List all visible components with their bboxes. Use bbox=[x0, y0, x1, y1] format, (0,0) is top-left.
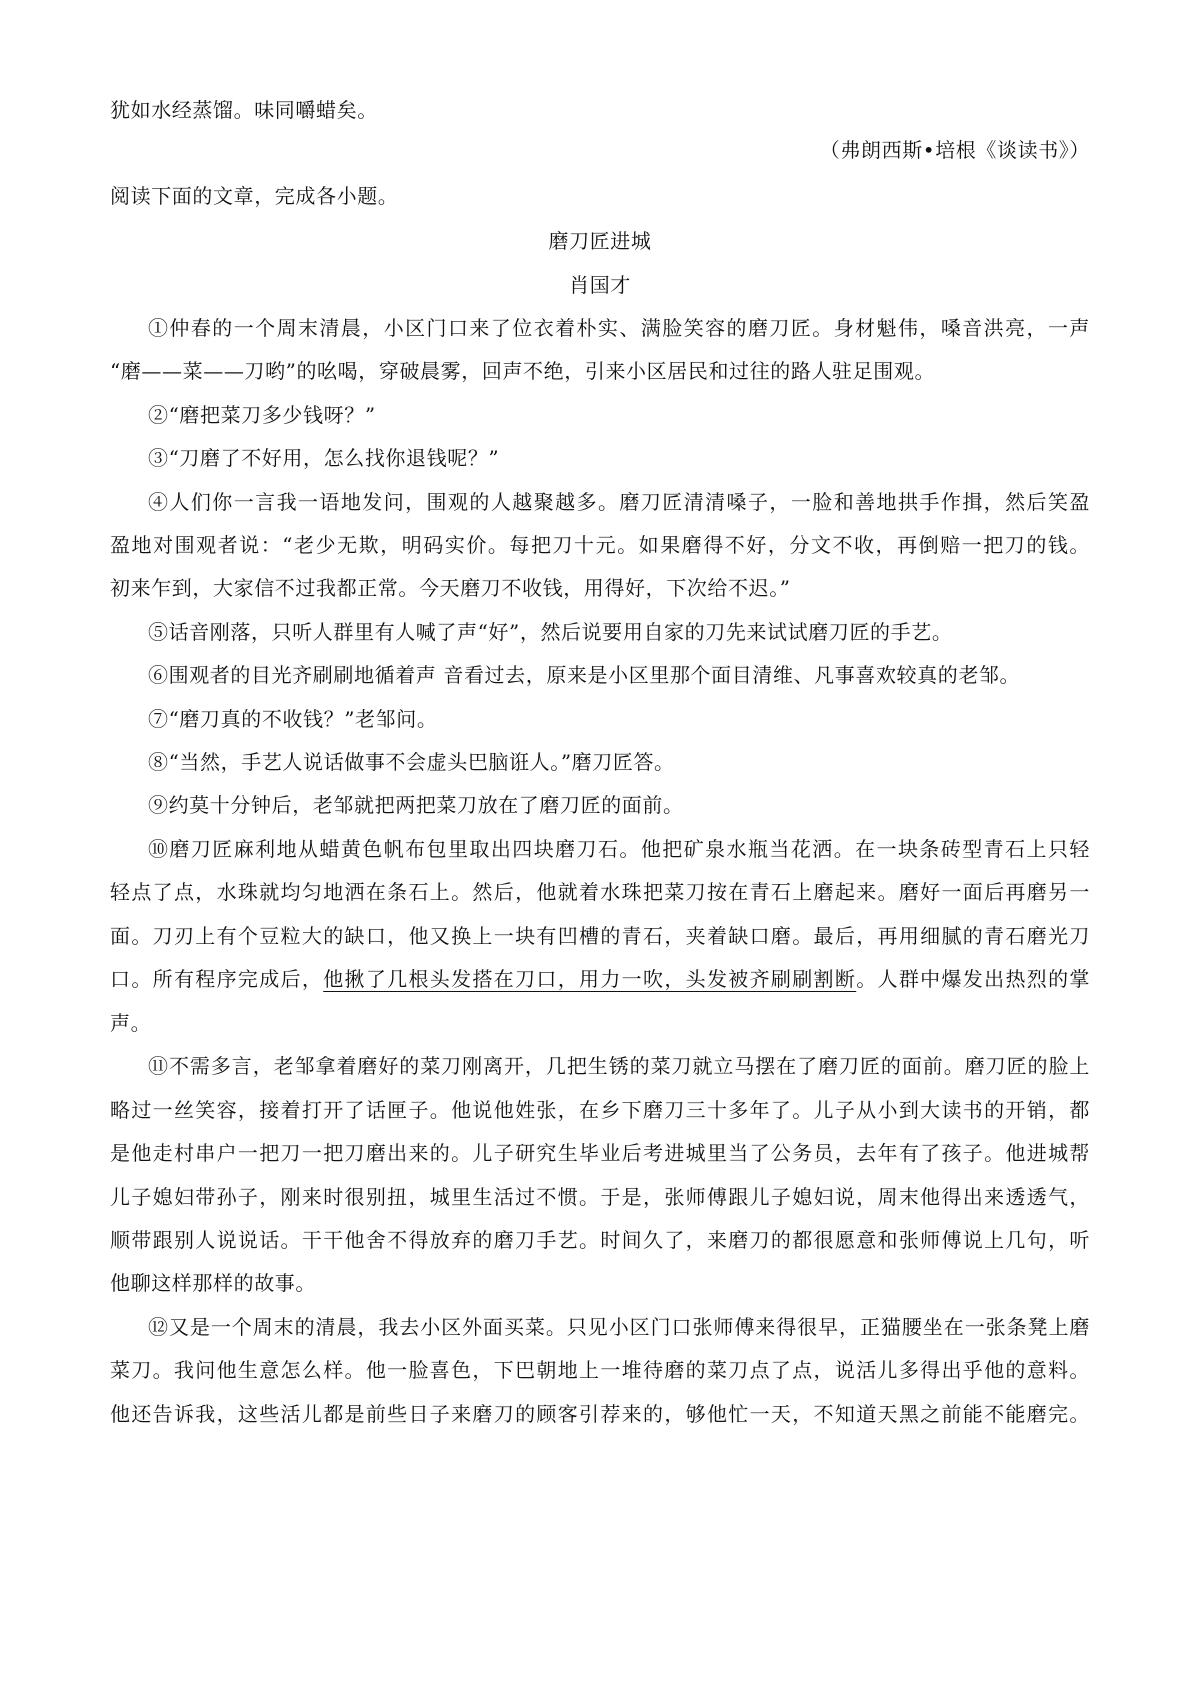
paragraph-11-line-4: 儿子媳妇带孙子，刚来时很别扭，城里生活过不惯。于是，张师傅跟儿子媳妇说，周末他得出来透透气， bbox=[110, 1185, 1090, 1209]
paragraph-11-line-1: ⑪不需多言，老邹拿着磨好的菜刀刚离开，几把生锈的菜刀就立马摆在了磨刀匠的面前。磨刀匠的脸上 bbox=[148, 1054, 1090, 1078]
paragraph-10-line-5: 声。 bbox=[110, 1011, 152, 1035]
paragraph-9: ⑨约莫十分钟后，老邹就把两把菜刀放在了磨刀匠的面前。 bbox=[148, 793, 684, 817]
paragraph-1-line-1: ①仲春的一个周末清晨，小区门口来了位衣着朴实、满脸笑容的磨刀匠。身材魁伟，嗓音洪亮，一声 bbox=[148, 316, 1090, 340]
paragraph-10-line-2: 轻点了点，水珠就均匀地洒在条石上。然后，他就着水珠把菜刀按在青石上磨起来。磨好一面后再磨另一 bbox=[110, 880, 1090, 904]
paragraph-4-line-1: ④人们你一言我一语地发问，围观的人越聚越多。磨刀匠清清嗓子，一脸和善地拱手作揖，然后笑盈 bbox=[148, 490, 1090, 514]
paragraph-10-line-4-end: 。人群中爆发出热烈的掌 bbox=[856, 967, 1091, 991]
paragraph-4-line-3: 初来乍到，大家信不过我都正常。今天磨刀不收钱，用得好，下次给不迟。” bbox=[110, 576, 791, 600]
underlined-sentence: 他揪了几根头发搭在刀口，用力一吹，头发被齐刷刷割断 bbox=[323, 967, 857, 991]
paragraph-5: ⑤话音刚落，只听人群里有人喊了声“好”，然后说要用自家的刀先来试试磨刀匠的手艺。 bbox=[148, 620, 953, 644]
paragraph-4-line-2: 盈地对围观者说：“老少无欺，明码实价。每把刀十元。如果磨得不好，分文不收，再倒赔一把刀的钱。 bbox=[110, 533, 1090, 557]
instruction: 阅读下面的文章，完成各小题。 bbox=[110, 184, 399, 208]
paragraph-11-line-3: 是他走村串户一把刀一把刀磨出来的。儿子研究生毕业后考进城里当了公务员，去年有了孩子。他进城帮 bbox=[110, 1141, 1090, 1165]
paragraph-11-line-5: 顺带跟别人说说话。干干他舍不得放弃的磨刀手艺。时间久了，来磨刀的都很愿意和张师傅说上几句，听 bbox=[110, 1228, 1090, 1252]
paragraph-10-line-4 bbox=[110, 965, 1090, 993]
paragraph-12-line-1: ⑫又是一个周末的清晨，我去小区外面买菜。只见小区门口张师傅来得很早，正猫腰坐在一张条凳上磨 bbox=[148, 1315, 1090, 1339]
quote-tail: 犹如水经蒸馏。味同嚼蜡矣。 bbox=[110, 98, 378, 122]
article-author: 肖国才 bbox=[569, 273, 631, 297]
paragraph-3: ③“刀磨了不好用，怎么找你退钱呢？” bbox=[148, 446, 500, 470]
paragraph-10-line-1: ⑩磨刀匠麻利地从蜡黄色帆布包里取出四块磨刀石。他把矿泉水瓶当花洒。在一块条砖型青石上只轻 bbox=[148, 837, 1090, 861]
quote-source: （弗朗西斯•培根《谈读书》） bbox=[819, 138, 1090, 162]
article-title: 磨刀匠进城 bbox=[548, 229, 652, 253]
paragraph-1-line-2: “磨——菜——刀哟”的吆喝，穿破晨雾，回声不绝，引来小区居民和过往的路人驻足围观。 bbox=[110, 359, 936, 383]
paragraph-8: ⑧“当然，手艺人说话做事不会虚头巴脑诳人。”磨刀匠答。 bbox=[148, 750, 675, 774]
paragraph-2: ②“磨把菜刀多少钱呀？” bbox=[148, 403, 376, 427]
paragraph-10-line-4-start: 口。所有程序完成后， bbox=[110, 967, 324, 991]
paragraph-12-line-3: 他还告诉我，这些活儿都是前些日子来磨刀的顾客引荐来的，够他忙一天，不知道天黑之前能不能磨完。 bbox=[110, 1402, 1090, 1426]
paragraph-12-line-2: 菜刀。我问他生意怎么样。他一脸喜色，下巴朝地上一堆待磨的菜刀点了点，说活儿多得出乎他的意料。 bbox=[110, 1358, 1090, 1382]
paragraph-7: ⑦“磨刀真的不收钱？”老邹问。 bbox=[148, 707, 438, 731]
paragraph-6: ⑥围观者的目光齐刷刷地循着声 音看过去，原来是小区里那个面目清维、凡事喜欢较真的老邹。 bbox=[148, 663, 1021, 687]
paragraph-10-line-3: 面。刀刃上有个豆粒大的缺口，他又换上一块有凹槽的青石，夹着缺口磨。最后，再用细腻的青石磨光刀 bbox=[110, 924, 1090, 948]
paragraph-11-line-6: 他聊这样那样的故事。 bbox=[110, 1271, 316, 1295]
paragraph-11-line-2: 略过一丝笑容，接着打开了话匣子。他说他姓张，在乡下磨刀三十多年了。儿子从小到大读书的开销，都 bbox=[110, 1098, 1090, 1122]
